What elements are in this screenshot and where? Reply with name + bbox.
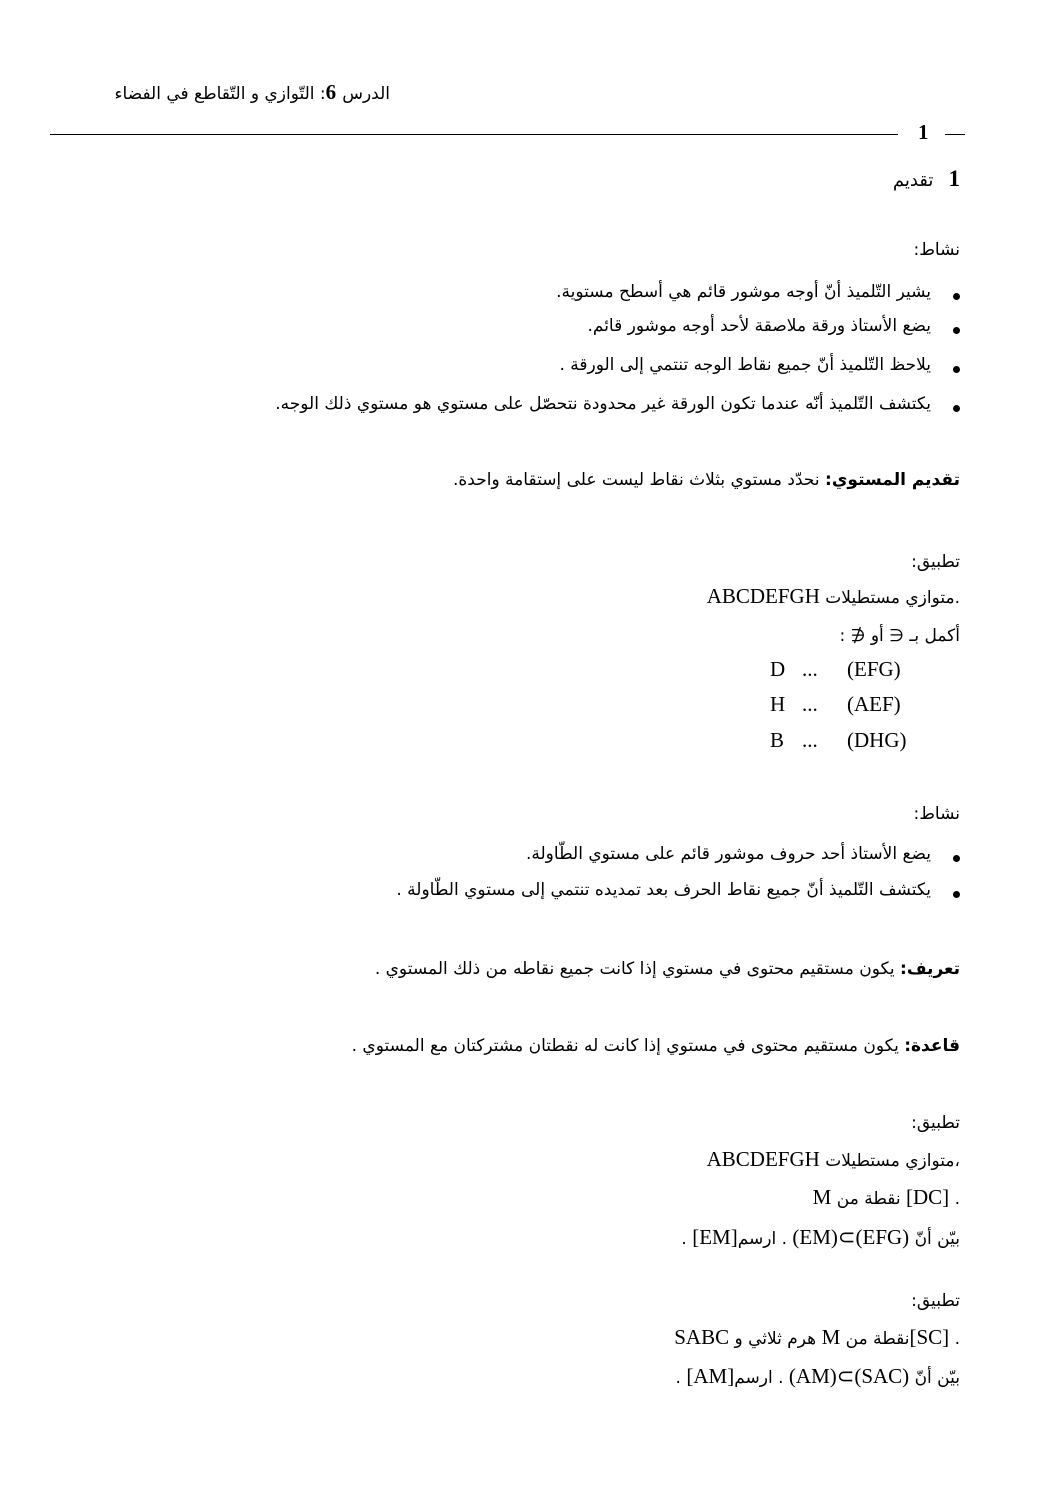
section-number: 1 (948, 166, 960, 191)
bullet-dot (953, 855, 960, 862)
row-point: H (770, 692, 786, 716)
app3-solid: SABC (674, 1325, 730, 1349)
app1-solid-desc: متوازي مستطيلات. (819, 588, 960, 608)
bullet-dot (953, 293, 960, 300)
app3-label: تطبيق: (911, 1291, 960, 1311)
row-plane: (DHG) (847, 728, 907, 752)
row-point: D (770, 657, 786, 681)
app3-draw-end: . (675, 1368, 687, 1388)
plane-definition-term: تقديم المستوي: (825, 470, 960, 490)
row-plane: (AEF) (847, 692, 901, 716)
rule-term: قاعدة: (904, 1036, 960, 1056)
app1-statement (707, 584, 960, 609)
page-number: 1 (918, 120, 929, 144)
app2-label: تطبيق: (911, 1113, 960, 1133)
app3-end: . (949, 1329, 960, 1349)
app3-point-desc: نقطة من (840, 1329, 910, 1349)
row-dots: ... (802, 728, 818, 752)
bullet-dot (953, 891, 960, 898)
app2-point: M (812, 1185, 832, 1209)
app3-draw-segment: [AM] (686, 1364, 735, 1388)
row-dots: ... (802, 692, 818, 716)
app2-draw-end: . (681, 1229, 693, 1249)
activity2-label: نشاط: (913, 804, 960, 824)
app3-line-plane: (AM)⊂(SAC) (788, 1364, 910, 1388)
app3-draw: . ارسم (734, 1368, 789, 1388)
app3-segment: [SC] (909, 1325, 950, 1349)
row-dots: ... (802, 657, 818, 681)
app2-statement-1 (707, 1147, 960, 1172)
membership-row (770, 692, 901, 717)
app3-point: M (821, 1325, 841, 1349)
definition (375, 959, 960, 979)
membership-row (770, 728, 906, 753)
app2-show: بيّن أنّ (909, 1229, 960, 1249)
activity2-bullet-1: يضع الأستاذ أحد حروف موشور قائم على مستوي الطّاولة. (525, 844, 931, 864)
activity1-label: نشاط: (913, 240, 960, 260)
app2-statement-2 (813, 1185, 960, 1210)
header-rule-right (945, 134, 965, 135)
app2-end: . (949, 1189, 960, 1209)
membership-row (770, 657, 901, 682)
app3-statement-2 (676, 1364, 960, 1389)
app1-solid: ABCDEFGH (706, 584, 820, 608)
app1-label: تطبيق: (911, 552, 960, 572)
plane-definition-text: نحدّد مستوي بثلاث نقاط ليست على إستقامة واحدة. (452, 470, 826, 490)
app2-draw: . ارسم (737, 1229, 793, 1249)
definition-text: يكون مستقيم محتوى في مستوي إذا كانت جميع نقاطه من ذلك المستوي . (374, 959, 901, 979)
activity1-bullet-2: يضع الأستاذ ورقة ملاصقة لأحد أوجه موشور قائم. (587, 316, 931, 336)
app2-draw-segment: [EM] (692, 1225, 738, 1249)
app2-solid-desc: متوازي مستطيلات، (819, 1151, 960, 1171)
section-title: تقديم (892, 170, 934, 191)
app2-point-desc: نقطة من (831, 1189, 907, 1209)
title-prefix: الدرس (342, 84, 390, 104)
app1-instruction: أكمل بـ ∈ أو ∉ : (839, 626, 960, 646)
app3-statement-1 (674, 1325, 960, 1350)
app2-segment: [DC] (906, 1185, 950, 1209)
page-title (115, 80, 390, 105)
row-plane: (EFG) (847, 657, 901, 681)
activity2-bullet-2: يكتشف التّلميذ أنّ جميع نقاط الحرف بعد تمديده تنتمي إلى مستوي الطّاولة . (396, 880, 931, 900)
rule-text: يكون مستقيم محتوى في مستوي إذا كانت له نقطتان مشتركتان مع المستوي . (351, 1036, 905, 1056)
activity1-bullet-1: يشير التّلميذ أنّ أوجه موشور قائم هي أسطح مستوية. (556, 282, 931, 302)
section-heading (893, 166, 960, 192)
header-rule-left (50, 134, 898, 135)
title-rest: : التّوازي و التّقاطع في الفضاء (114, 84, 326, 104)
definition-term: تعريف: (900, 959, 960, 979)
app2-statement-3 (681, 1225, 960, 1250)
app3-show: بيّن أنّ (909, 1368, 960, 1388)
app2-line-plane: (EM)⊂(EFG) (792, 1225, 910, 1249)
plane-definition (453, 470, 960, 490)
bullet-dot (953, 366, 960, 373)
bullet-dot (953, 327, 960, 334)
lesson-number: 6 (325, 80, 337, 104)
activity1-bullet-4: يكتشف التّلميذ أنّه عندما تكون الورقة غير محدودة نتحصّل على مستوي هو مستوي ذلك الوجه. (275, 394, 931, 414)
activity1-bullet-3: يلاحظ التّلميذ أنّ جميع نقاط الوجه تنتمي إلى الورقة . (559, 355, 931, 375)
bullet-dot (953, 405, 960, 412)
row-point: B (770, 728, 785, 752)
rule (352, 1036, 960, 1056)
app2-solid: ABCDEFGH (706, 1147, 820, 1171)
app3-solid-desc: هرم ثلاثي و (729, 1329, 822, 1349)
